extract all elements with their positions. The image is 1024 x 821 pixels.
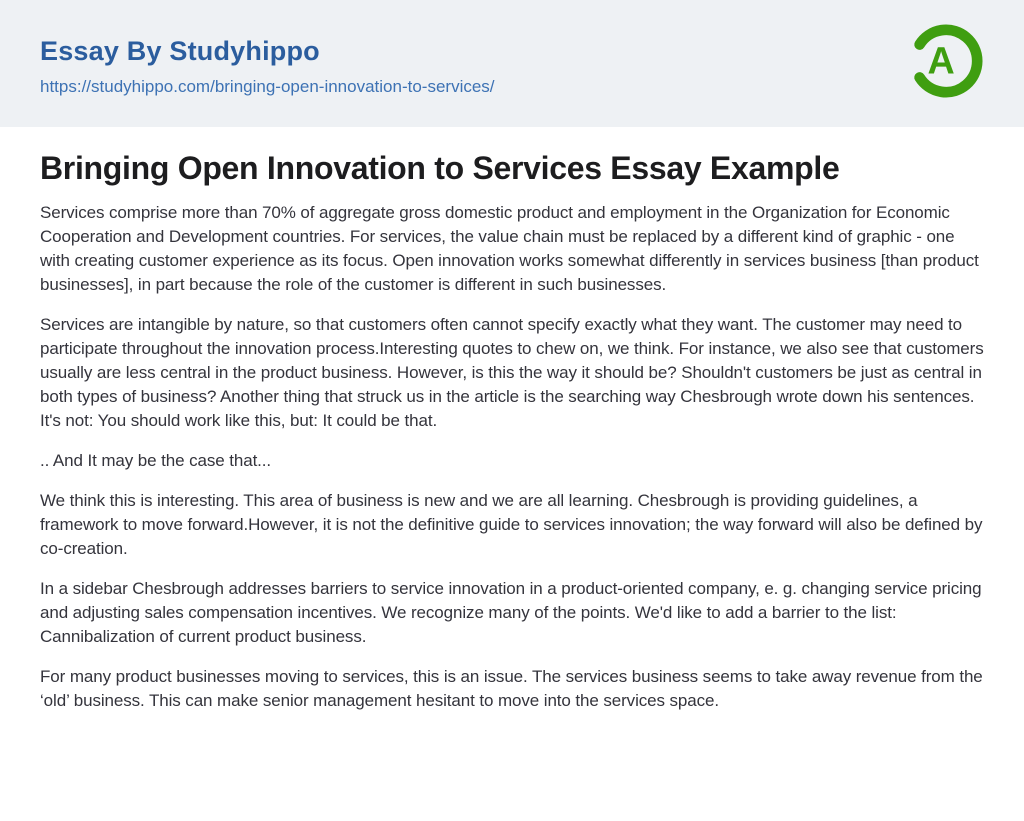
essay-title: Bringing Open Innovation to Services Essay Example bbox=[40, 150, 840, 186]
essay-paragraph: Services comprise more than 70% of aggregate gross domestic product and employment in the Organization for Economic Cooperation and Development countries. For services, the value chain must be replaced by a different kind of graphic - one with creating customer experience as its focus. Open innovation works somewhat differently in services business [than product businesses], in part because the role of the customer is different in such businesses. bbox=[40, 203, 979, 294]
essay-paragraph: Services are intangible by nature, so that customers often cannot specify exactly what they want. The customer may need to participate throughout the innovation process.Interesting quotes to chew on, we think. For instance, we also see that customers usually are less central in the product business. However, is this the way it should be? Shouldn't customers be just as central in both types of business? Another thing that struck us in the article is the searching way Chesbrough wrote down his sentences. It's not: You should work like this, but: It could be that. bbox=[40, 315, 984, 430]
studyhippo-logo-icon bbox=[905, 20, 987, 102]
essay-paragraph: For many product businesses moving to services, this is an issue. The services business seems to take away revenue from the ‘old’ business. This can make senior management hesitant to move into the services space. bbox=[40, 667, 983, 710]
essay-content bbox=[0, 127, 1024, 713]
essay-paragraph: .. And It may be the case that... bbox=[40, 451, 272, 470]
logo-letter: A bbox=[927, 39, 955, 82]
essay-url-link[interactable]: https://studyhippo.com/bringing-open-innovation-to-services/ bbox=[40, 77, 495, 97]
brand-title: Essay By Studyhippo bbox=[40, 36, 320, 66]
essay-paragraph: We think this is interesting. This area of business is new and we are all learning. Chesbrough is providing guidelines, a framework to move forward.However, it is not the definitive guide to services innovation; the way forward will also be defined by co-creation. bbox=[40, 491, 983, 558]
essay-paragraph: In a sidebar Chesbrough addresses barriers to service innovation in a product-oriented company, e. g. changing service pricing and adjusting sales compensation incentives. We recognize many of the points. We'd like to add a barrier to the list: Cannibalization of current product business. bbox=[40, 579, 982, 646]
page-header bbox=[0, 0, 1024, 127]
